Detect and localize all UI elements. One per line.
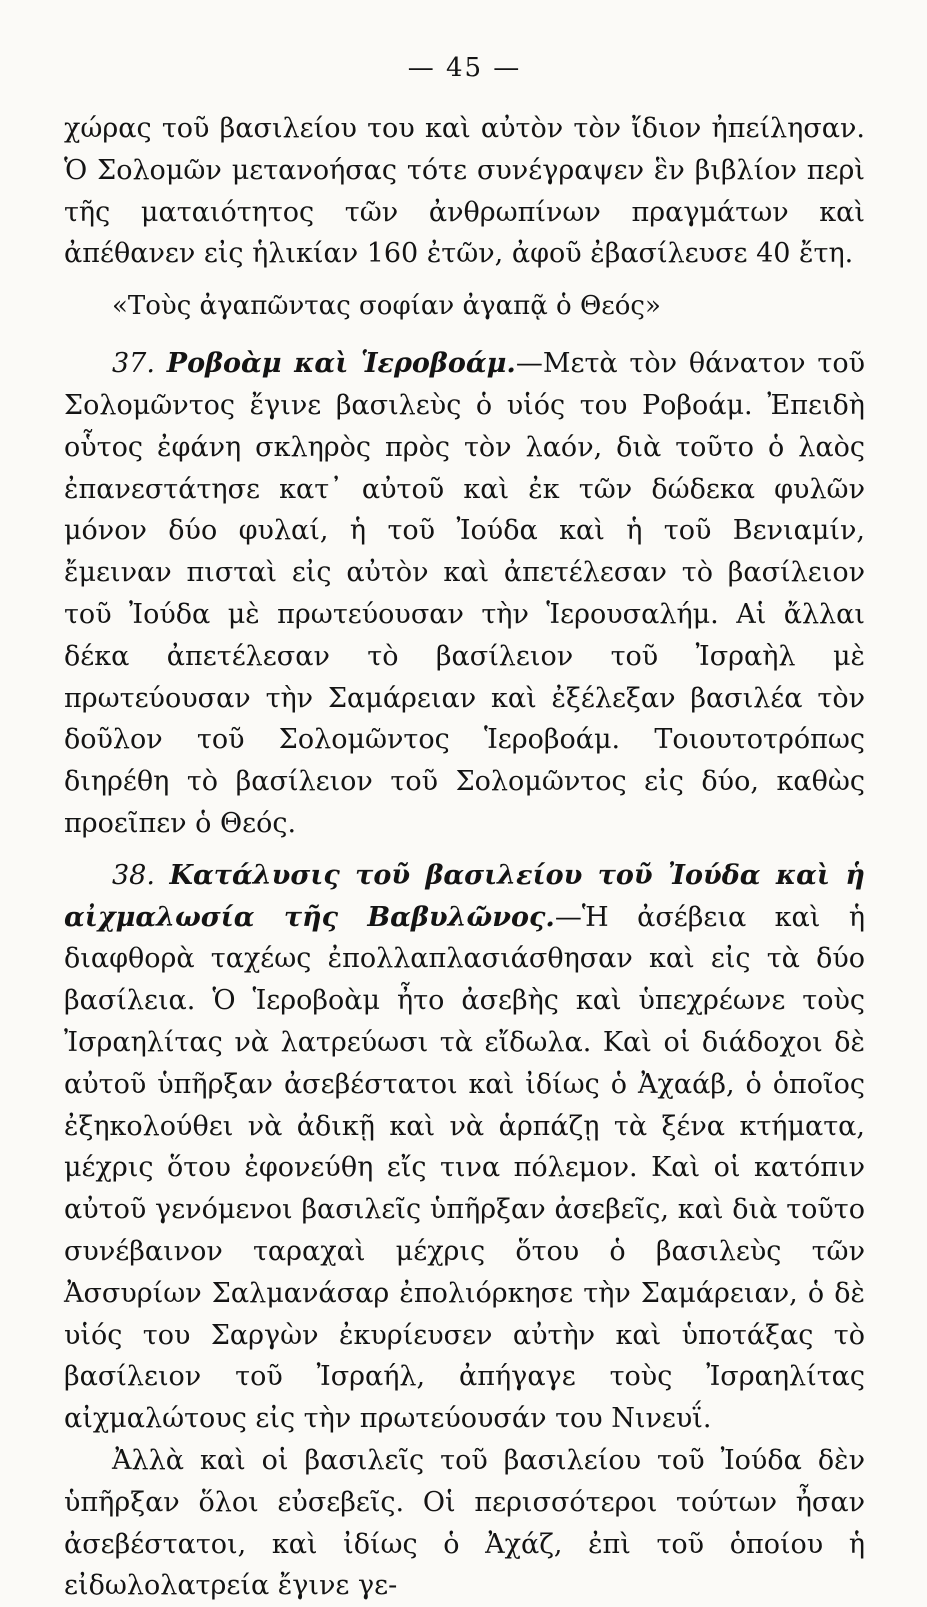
section-38-title: Κατάλυσις τοῦ βασιλείου τοῦ Ἰούδα καὶ ἡ αἰχμαλωσία τῆς Βαβυλῶνος. [64,859,865,933]
section-37 [64,343,865,845]
body-text [64,108,865,1607]
section-37-title: Ροβοὰμ καὶ Ἱεροβοάμ. [166,348,516,380]
quotation: «Τοὺς ἀγαπῶντας σοφίαν ἀγαπᾷ ὁ Θεός» [112,291,661,322]
page-number: — 45 — [407,53,522,83]
paragraph-final: Ἀλλὰ καὶ οἱ βασιλεῖς τοῦ βασιλείου τοῦ Ἰούδα δὲν ὑπῆρξαν ὅλοι εὐσεβεῖς. Οἱ περισσότεροι τούτων ἦσαν ἀσεβέστατοι, καὶ ἰδίως ὁ Ἀχάζ, ἐπὶ τοῦ ὁποίου ἡ εἰδωλολατρεία ἔγινε γε- [64,1444,865,1602]
section-38-number: 38. [112,859,155,891]
section-37-number: 37. [112,348,155,380]
section-37-body: —Μετὰ τὸν θάνατον τοῦ Σολομῶντος ἔγινε βασιλεὺς ὁ υἱός του Ροβοάμ. Ἐπειδὴ οὗτος ἐφάνη σκληρὸς πρὸς τὸν λαόν, διὰ τοῦτο ὁ λαὸς ἐπανεστάτησε κατ᾽ αὐτοῦ καὶ ἐκ τῶν δώδεκα φυλῶν μόνον δύο φυλαί, ἡ τοῦ Ἰούδα καὶ ἡ τοῦ Βενιαμίν, ἔμειναν πισταὶ εἰς αὐτὸν καὶ ἀπετέλεσαν τὸ βασίλειον τοῦ Ἰούδα μὲ πρωτεύουσαν τὴν Ἱερουσαλήμ. Αἱ ἄλλαι δέκα ἀπετέλεσαν τὸ βασίλειον τοῦ Ἰσραὴλ μὲ πρωτεύουσαν τὴν Σαμάρειαν καὶ ἐξέλεξαν βασιλέα τὸν δοῦλον τοῦ Σολομῶντος Ἱεροβοάμ. Τοιουτοτρόπως διηρέθη τὸ βασίλειον τοῦ Σολομῶντος εἰς δύο, καθὼς προεῖπεν ὁ Θεός. [64,348,865,839]
paragraph-continuation: χώρας τοῦ βασιλείου του καὶ αὐτὸν τὸν ἴδιον ἠπείλησαν. Ὁ Σολομῶν μετανοήσας τότε συνέγραψεν ἓν βιβλίον περὶ τῆς ματαιότητος τῶν ἀνθρωπίνων πραγμάτων καὶ ἀπέθανεν εἰς ἡλικίαν 160 ἐτῶν, ἀφοῦ ἐβασίλευσε 40 ἔτη. [64,113,865,270]
section-38 [64,855,865,1440]
section-38-body: —Ἡ ἀσέβεια καὶ ἡ διαφθορὰ ταχέως ἐπολλαπλασιάσθησαν καὶ εἰς τὰ δύο βασίλεια. Ὁ Ἱεροβοὰμ ἦτο ἀσεβὴς καὶ ὑπεχρέωνε τοὺς Ἰσραηλίτας νὰ λατρεύωσι τὰ εἴδωλα. Καὶ οἱ διάδοχοι δὲ αὐτοῦ ὑπῆρξαν ἀσεβέστατοι καὶ ἰδίως ὁ Ἀχαάβ, ὁ ὁποῖος ἐξηκολούθει νὰ ἀδικῇ καὶ νὰ ἁρπάζῃ τὰ ξένα κτήματα, μέχρις ὅτου ἐφονεύθη εἴς τινα πόλεμον. Καὶ οἱ κατόπιν αὐτοῦ γενόμενοι βασιλεῖς ὑπῆρξαν ἀσεβεῖς, καὶ διὰ τοῦτο συνέβαινον ταραχαὶ μέχρις ὅτου ὁ βασιλεὺς τῶν Ἀσσυρίων Σαλμανάσαρ ἐπολιόρκησε τὴν Σαμάρειαν, ὁ δὲ υἱός του Σαργὼν ἐκυρίευσεν αὐτὴν καὶ ὑποτάξας τὸ βασίλειον τοῦ Ἰσραήλ, ἀπήγαγε τοὺς Ἰσραηλίτας αἰχμαλώτους εἰς τὴν πρωτεύουσάν του Νινευΐ. [64,901,865,1435]
